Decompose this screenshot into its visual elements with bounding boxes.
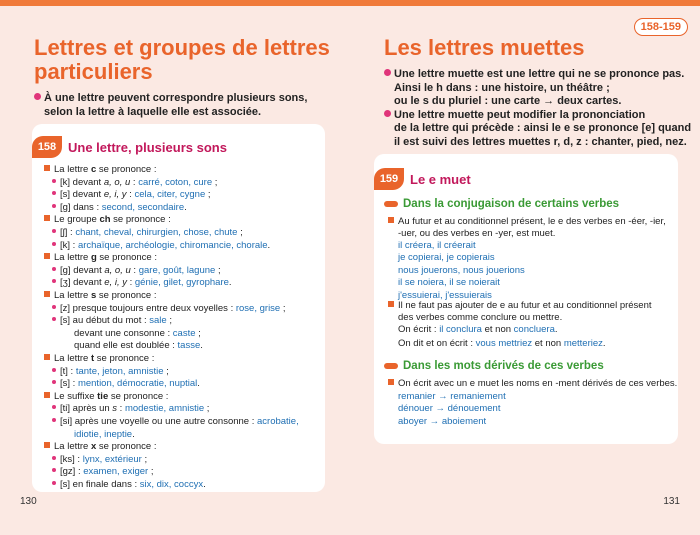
text-line: Il ne faut pas ajouter de e au futur et au conditionnel présent <box>388 300 652 312</box>
right-title: Les lettres muettes <box>384 35 585 60</box>
line-text: [s] devant <box>60 189 104 201</box>
example: acrobatie, <box>257 416 299 427</box>
line-text: Le suffixe <box>54 390 98 402</box>
line-text: La lettre <box>54 441 91 453</box>
text-line <box>52 189 211 201</box>
square-bullet-icon <box>388 301 394 307</box>
left-page <box>0 6 350 535</box>
dot-bullet-icon <box>52 380 56 384</box>
card-title: Le e muet <box>410 171 471 187</box>
text-line <box>52 277 232 289</box>
dot-bullet-icon <box>52 456 56 460</box>
card-number-badge: 158 <box>32 136 62 158</box>
intro-line <box>384 122 691 136</box>
line-text: La lettre <box>54 290 91 301</box>
emphasis: g <box>90 252 97 264</box>
example: carré, coton, cure <box>138 176 213 188</box>
text-line <box>44 391 168 403</box>
example: modestie, amnistie <box>124 403 205 415</box>
line-text: [ks] : <box>60 453 83 465</box>
text-line: Au futur et au conditionnel présent, le e des verbes en -éer, -ier, <box>388 216 666 228</box>
text-line: On écrit avec un e muet les noms en -ment dérivés de ces verbes. <box>388 378 677 390</box>
text-line <box>52 403 209 415</box>
text-line <box>52 466 153 478</box>
line-text: quand elle est doublée : <box>74 340 178 352</box>
emphasis: ch <box>99 214 111 226</box>
line-text: ; <box>280 302 286 314</box>
text-line <box>52 227 243 239</box>
example: cela, citer, cygne <box>134 189 206 201</box>
line-text: . <box>267 239 271 251</box>
text-line: On dit et on écrit : vous mettriez et non metteriez. <box>398 338 606 349</box>
example-line: nous jouerons, nous jouerions <box>398 264 525 276</box>
intro-line <box>384 95 691 109</box>
line-text: [s] en finale dans : <box>60 479 140 490</box>
emphasis: x <box>90 441 97 453</box>
dot-bullet-icon <box>52 468 56 472</box>
line-text: [z] presque toujours entre deux voyelles : <box>60 302 236 314</box>
example: six, dix, coccyx <box>139 479 204 490</box>
page-range-badge: 158-159 <box>634 18 688 36</box>
line-text: se prononce : <box>110 214 171 226</box>
section-derives: Dans les mots dérivés de ces verbes <box>384 360 604 372</box>
line-text: [ti] après un <box>60 403 113 415</box>
dot-bullet-icon <box>52 229 56 233</box>
example: lynx, extérieur <box>82 453 142 465</box>
intro-text: de la lettre qui précède : ainsi le e se prononce [e] quand <box>394 122 692 134</box>
line-text: : <box>126 189 135 201</box>
line-text: . <box>228 277 232 289</box>
card-158-header <box>32 136 227 158</box>
emphasis: e, i, y <box>103 189 127 201</box>
example-line: remanier → remaniement <box>398 391 506 402</box>
example: rose, grise <box>235 302 281 314</box>
dot-bullet-icon <box>52 279 56 283</box>
square-bullet-icon <box>44 253 50 259</box>
line-text: : <box>126 277 135 289</box>
line-text: [ʒ] devant <box>60 277 105 289</box>
text-line <box>74 328 201 340</box>
line-text: [gz] : <box>60 466 84 478</box>
example: tasse <box>177 340 201 352</box>
example: second, secondaire <box>101 201 185 213</box>
intro-text: Ainsi le h dans : une histoire, un théâtre ; <box>394 81 610 94</box>
line-text: La lettre <box>54 164 91 175</box>
left-title-line1: Lettres et groupes de lettres <box>34 35 330 60</box>
line-text: se prononce : <box>96 252 157 264</box>
line-text: [s] : <box>60 378 78 390</box>
square-bullet-icon <box>44 392 50 398</box>
dot-bullet-icon <box>52 305 56 309</box>
example: génie, gilet, gyrophare <box>134 277 229 289</box>
card-number-badge: 159 <box>374 168 404 190</box>
line-text: [s] au début du mot : <box>60 315 150 327</box>
page-number-left: 130 <box>20 496 37 507</box>
square-bullet-icon <box>44 165 50 171</box>
emphasis: a, o, u <box>104 264 131 276</box>
card-158 <box>32 124 325 492</box>
dot-bullet-icon <box>52 481 56 485</box>
text-line <box>44 441 156 453</box>
card-159-header <box>374 168 471 190</box>
line-text: ; <box>166 315 172 327</box>
line-text: [g] dans : <box>60 201 102 213</box>
line-text: : <box>130 264 139 276</box>
dot-bullet-icon <box>52 317 56 321</box>
line-text: se prononce : <box>96 164 157 175</box>
dot-bullet-icon <box>52 242 56 246</box>
emphasis: t <box>90 353 95 364</box>
example-line: dénouer → dénouement <box>398 403 501 415</box>
text-line <box>52 265 221 277</box>
left-title <box>34 36 330 84</box>
emphasis: s <box>90 290 97 301</box>
line-text: [t] : <box>60 365 76 377</box>
text-line <box>52 177 217 189</box>
intro-text: il est suivi des lettres muettes r, d, z : chanter, pied, nez. <box>394 135 687 148</box>
line-text: se prononce : <box>108 390 169 402</box>
text-line <box>52 378 200 390</box>
example: chant, cheval, chirurgien, chose, chute <box>75 227 238 238</box>
intro-line <box>384 82 691 96</box>
text-line <box>44 252 157 264</box>
example: idiotie, ineptie <box>74 428 133 440</box>
dot-bullet-icon <box>52 405 56 409</box>
line-text: ; <box>215 264 221 276</box>
intro-text: Une lettre muette est une lettre qui ne se prononce pas. <box>394 68 685 80</box>
emphasis: a, o, u <box>103 176 131 188</box>
square-bullet-icon <box>44 442 50 448</box>
page-number-right: 131 <box>663 496 680 507</box>
text-line <box>52 479 206 491</box>
text-line <box>52 240 270 252</box>
section-pill-icon <box>384 201 398 207</box>
section-pill-icon <box>384 363 398 369</box>
dot-bullet-icon <box>52 267 56 271</box>
intro-text: Une lettre muette peut modifier la prononciation <box>394 108 646 121</box>
line-text: La lettre <box>54 252 91 264</box>
bullet-icon <box>384 110 391 117</box>
example: mention, démocratie, nuptial <box>77 378 198 390</box>
intro-line <box>384 68 691 82</box>
text-line <box>52 416 299 428</box>
right-intro <box>384 68 691 149</box>
section-conjugaison: Dans la conjugaison de certains verbes <box>384 198 619 210</box>
example-line: je copierai, je copierais <box>398 252 495 264</box>
line-text: . <box>203 479 206 490</box>
example-line: aboyer → aboiement <box>398 415 487 427</box>
text-line <box>44 214 171 226</box>
line-text: se prononce : <box>96 290 157 301</box>
line-text: se prononce : <box>94 353 155 364</box>
example: examen, exiger <box>83 466 149 478</box>
text-line: On écrit : il conclura et non concluera. <box>398 324 558 335</box>
example: tante, jeton, amnistie <box>75 365 164 377</box>
dot-bullet-icon <box>52 204 56 208</box>
text-line <box>52 366 169 378</box>
line-text: ; <box>141 453 148 465</box>
text-line <box>44 164 156 176</box>
line-text: . <box>197 378 200 390</box>
left-title-line2: particuliers <box>34 59 153 84</box>
example-line: j'essuierai, j'essuierais <box>398 289 492 301</box>
line-text: se prononce : <box>96 441 157 453</box>
dot-bullet-icon <box>52 179 56 183</box>
line-text: Le groupe <box>54 214 100 226</box>
bullet-icon <box>384 69 391 76</box>
line-text: [g] devant <box>60 264 105 276</box>
square-bullet-icon <box>388 379 394 385</box>
line-text: ; <box>163 365 169 377</box>
intro-line <box>384 109 691 123</box>
right-page <box>350 6 700 535</box>
example-line: il créera, il créerait <box>398 240 476 251</box>
text-line <box>74 340 203 352</box>
card-title: Une lettre, plusieurs sons <box>68 139 227 155</box>
line-text: ; <box>204 403 210 415</box>
line-text: . <box>200 340 203 352</box>
square-bullet-icon <box>388 217 394 223</box>
intro-text: ou le s du pluriel : une carte → deux cartes. <box>394 95 622 107</box>
line-text: [k] devant <box>60 176 104 188</box>
line-text: . <box>132 428 135 440</box>
dot-bullet-icon <box>52 191 56 195</box>
line-text: La lettre <box>54 353 91 364</box>
square-bullet-icon <box>44 291 50 297</box>
left-intro: À une lettre peuvent correspondre plusieurs sons, selon la lettre à laquelle elle est associée. <box>34 92 307 119</box>
emphasis: e, i, y <box>104 277 127 289</box>
line-text: ; <box>148 466 154 478</box>
line-text: ; <box>212 176 218 188</box>
line-text: ; <box>195 327 201 339</box>
emphasis: s <box>112 403 118 415</box>
line-text: . <box>184 201 187 213</box>
text-line: des verbes comme conclure ou mettre. <box>398 312 563 323</box>
intro-line <box>384 136 691 150</box>
example: gare, goût, lagune <box>138 264 216 276</box>
example: sale <box>149 315 167 327</box>
example-line: il se noiera, il se noierait <box>398 277 500 289</box>
text-line <box>52 454 147 466</box>
emphasis: tie <box>97 390 109 402</box>
dot-bullet-icon <box>52 368 56 372</box>
text-line <box>52 202 187 214</box>
text-line <box>44 290 156 302</box>
dot-bullet-icon <box>52 418 56 422</box>
example: archaïque, archéologie, chiromancie, chorale <box>77 239 268 251</box>
line-text: devant une consonne : <box>74 327 173 339</box>
card-159 <box>374 154 678 444</box>
text-line <box>74 429 135 441</box>
text-line <box>44 353 154 365</box>
line-text: ; <box>205 189 211 201</box>
line-text: [si] après une voyelle ou une autre consonne : <box>60 416 257 427</box>
example: caste <box>172 327 196 339</box>
text-line: -uer, ou des verbes en -yer, est muet. <box>398 228 556 239</box>
text-line <box>52 303 286 315</box>
line-text: : <box>130 176 139 188</box>
line-text: : <box>117 403 125 415</box>
text-line <box>52 315 172 327</box>
bullet-icon <box>34 93 41 100</box>
square-bullet-icon <box>44 215 50 221</box>
emphasis: c <box>90 164 97 175</box>
square-bullet-icon <box>44 354 50 360</box>
line-text: ; <box>237 227 243 238</box>
line-text: [ʃ] : <box>60 227 76 238</box>
line-text: [k] : <box>60 239 78 251</box>
